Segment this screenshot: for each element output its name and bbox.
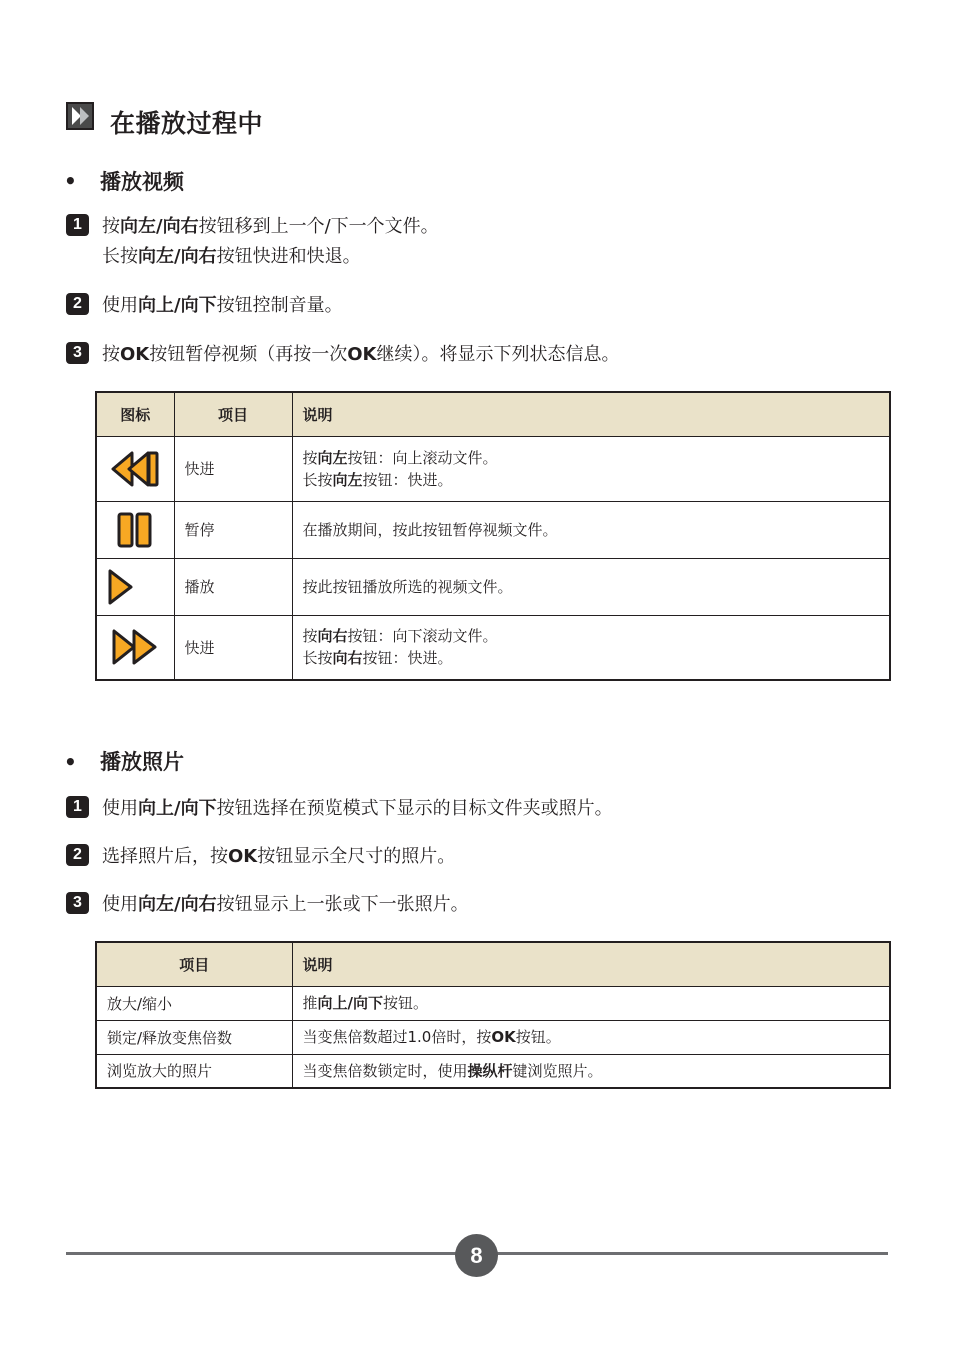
step-number: 2 <box>66 844 89 866</box>
photo-step-2 <box>102 842 455 872</box>
text-line: 按OK按钮暂停视频（再按一次OK继续）。将显示下列状态信息。 <box>102 344 620 365</box>
table-cell-item: 快进 <box>174 436 292 501</box>
video-step-3 <box>102 340 620 370</box>
table-cell-desc <box>292 1054 890 1088</box>
text-line: 按向左按钮：向上滚动文件。 <box>302 448 498 467</box>
footer-rule-left <box>66 1252 458 1255</box>
fast-forward-icon <box>96 615 174 680</box>
table-header-item: 项目 <box>96 942 292 986</box>
footer-rule-right <box>496 1252 888 1255</box>
text-line: 当变焦倍数超过1.0倍时，按OK按钮。 <box>302 1028 561 1046</box>
photo-heading: 播放照片 <box>100 750 184 774</box>
table-cell-desc <box>292 436 890 501</box>
table-row <box>96 615 890 680</box>
step-number: 2 <box>66 293 89 315</box>
text-line: 使用向左/向右按钮显示上一张或下一张照片。 <box>102 894 469 915</box>
video-status-table <box>95 391 891 681</box>
text-line: 按向左/向右按钮移到上一个/下一个文件。 <box>102 216 439 237</box>
bullet-dot: • <box>64 750 77 774</box>
table-row <box>96 501 890 558</box>
text-line: 在播放期间，按此按钮暂停视频文件。 <box>302 520 558 539</box>
video-step-1 <box>102 212 439 272</box>
table-cell-desc <box>292 615 890 680</box>
table-header-desc: 说明 <box>292 392 890 436</box>
table-cell-desc <box>292 1020 890 1054</box>
text-line: 长按向右按钮：快进。 <box>302 649 453 668</box>
table-row <box>96 1020 890 1054</box>
table-row <box>96 436 890 501</box>
table-row <box>96 986 890 1020</box>
pause-icon <box>96 501 174 558</box>
table-cell-desc <box>292 986 890 1020</box>
rewind-icon <box>96 436 174 501</box>
bullet-dot: • <box>64 169 77 193</box>
video-heading: 播放视频 <box>100 170 184 194</box>
table-cell-item: 快进 <box>174 615 292 680</box>
video-step-2 <box>102 291 343 321</box>
step-number: 1 <box>66 214 89 236</box>
table-cell-desc <box>292 558 890 615</box>
text-line: 使用向上/向下按钮选择在预览模式下显示的目标文件夹或照片。 <box>102 798 613 819</box>
table-header-icon: 图标 <box>96 392 174 436</box>
text-line: 按此按钮播放所选的视频文件。 <box>302 577 513 596</box>
photo-controls-table <box>95 941 891 1089</box>
table-cell-item: 浏览放大的照片 <box>96 1054 292 1088</box>
table-row <box>96 1054 890 1088</box>
step-number: 3 <box>66 342 89 364</box>
table-row <box>96 558 890 615</box>
play-icon <box>96 558 174 615</box>
table-header-item: 项目 <box>174 392 292 436</box>
table-cell-desc <box>292 501 890 558</box>
table-cell-item: 放大/缩小 <box>96 986 292 1020</box>
text-line: 推向上/向下按钮。 <box>302 994 429 1012</box>
page-title: 在播放过程中 <box>110 109 264 138</box>
step-number: 3 <box>66 892 89 914</box>
text-line: 长按向左按钮：快进。 <box>302 470 453 489</box>
text-line: 选择照片后，按OK按钮显示全尺寸的照片。 <box>102 846 456 867</box>
text-line: 使用向上/向下按钮控制音量。 <box>102 295 343 316</box>
photo-step-1 <box>102 794 613 824</box>
photo-step-3 <box>102 890 469 920</box>
page-number: 8 <box>455 1234 498 1277</box>
section-arrow-icon <box>66 102 94 130</box>
table-cell-item: 暂停 <box>174 501 292 558</box>
table-cell-item: 播放 <box>174 558 292 615</box>
table-header-desc: 说明 <box>292 942 890 986</box>
text-line: 长按向左/向右按钮快进和快退。 <box>102 246 361 267</box>
table-cell-item: 锁定/释放变焦倍数 <box>96 1020 292 1054</box>
text-line: 按向右按钮：向下滚动文件。 <box>302 627 498 646</box>
step-number: 1 <box>66 796 89 818</box>
text-line: 当变焦倍数锁定时，使用操纵杆键浏览照片。 <box>302 1061 603 1080</box>
